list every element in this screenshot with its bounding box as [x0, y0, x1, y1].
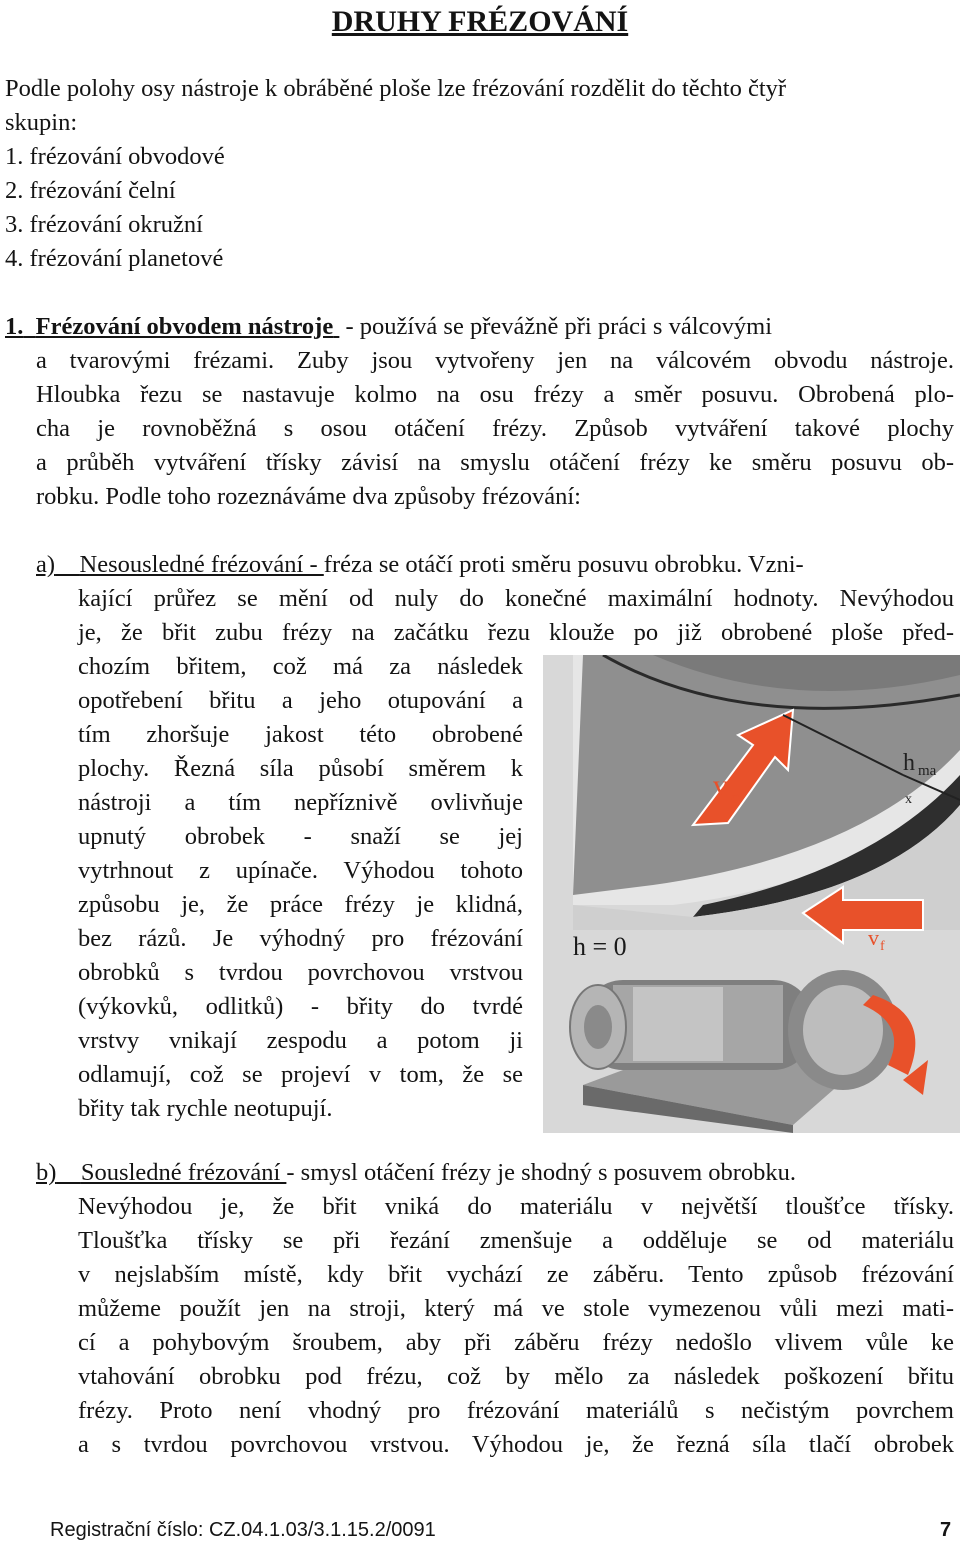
h0-label: h = 0	[573, 932, 627, 961]
paragraph-line: Tloušťka třísky se při řezání zmenšuje a odděluje se od materiálu	[78, 1227, 954, 1254]
intro-line: skupin:	[5, 109, 78, 136]
list-item: 3. frézování okružní	[5, 211, 203, 238]
paragraph-line: a tvarovými frézami. Zuby jsou vytvořeny jen na válcovém obvodu nástroje.	[36, 347, 954, 374]
page-number: 7	[940, 1519, 952, 1541]
item-marker: a) Nesousledné frézování -	[36, 551, 324, 578]
milling-diagram	[543, 655, 960, 1133]
page-title: DRUHY FRÉZOVÁNÍ	[331, 5, 629, 38]
item-b-tail: - smysl otáčení frézy je shodný s posuvem obrobku.	[286, 1159, 797, 1186]
paragraph-line: vtahování obrobku pod frézu, což by mělo za následek poškození břitu	[78, 1363, 954, 1390]
paragraph-line: cí a pohybovým šroubem, aby při záběru frézy nedošlo vlivem vůle ke	[78, 1329, 954, 1356]
paragraph-line: břity tak rychle neotupují.	[78, 1095, 333, 1122]
x-label: x	[905, 792, 912, 807]
paragraph-line: Hloubka řezu se nastavuje kolmo na osu frézy a směr posuvu. Obrobená plo-	[36, 381, 954, 408]
paragraph-line: upnutý obrobek - snaží se jej	[78, 823, 523, 850]
hmax-label: h	[903, 750, 915, 776]
section-heading: Frézování obvodem nástroje	[35, 313, 334, 340]
paragraph-line: vrstvy vnikají zespodu a potom ji	[78, 1027, 523, 1054]
vc-label: v	[713, 769, 728, 802]
paragraph-line: frézy. Proto není vhodný pro frézování materiálů s nečistým povrchem	[78, 1397, 954, 1424]
item-marker: b) Sousledné frézování	[36, 1159, 287, 1186]
paragraph-line: v nejslabším místě, kdy břit vychází ze záběru. Tento způsob frézování	[78, 1261, 954, 1288]
svg-text:f: f	[880, 939, 885, 954]
paragraph-line: kající průřez se mění od nuly do konečné maximální hodnoty. Nevýhodou	[78, 585, 954, 612]
paragraph-line: chozím břitem, což má za následek	[78, 653, 523, 680]
paragraph-line: je, že břit zubu frézy na začátku řezu klouže po již obrobené ploše před-	[78, 619, 954, 646]
paragraph-line: můžeme použít jen na stroji, který má ve stole vymezenou vůli mezi mati-	[78, 1295, 954, 1322]
list-item: 2. frézování čelní	[5, 177, 176, 204]
paragraph-line: způsobu je, že práce frézy je klidná,	[78, 891, 523, 918]
item-b-first-line	[36, 1158, 796, 1188]
section-number: 1.	[5, 313, 24, 340]
paragraph-line: odlamují, což se projeví v tom, že se	[78, 1061, 523, 1088]
paragraph-line: robku. Podle toho rozeznáváme dva způsoby frézování:	[36, 483, 581, 510]
paragraph-line: plochy. Řezná síla působí směrem k	[78, 755, 523, 782]
svg-text:c: c	[731, 787, 739, 807]
paragraph-line: cha je rovnoběžná s osou otáčení frézy. Způsob vytváření takové plochy	[36, 415, 954, 442]
paragraph-line: nástroji a tím nepříznivě ovlivňuje	[78, 789, 523, 816]
paragraph-line: (výkovků, odlitků) - břity do tvrdé	[78, 993, 523, 1020]
vf-label: v	[868, 925, 879, 950]
list-item: 1. frézování obvodové	[5, 143, 225, 170]
paragraph-line: tím zhoršuje jakost této obrobené	[78, 721, 523, 748]
paragraph-line: opotřebení břitu a jeho otupování a	[78, 687, 523, 714]
section-heading-tail: - používá se převážně při práci s válcovými	[339, 313, 773, 340]
paragraph-line: bez rázů. Je výhodný pro frézování	[78, 925, 523, 952]
item-a-first-line	[36, 550, 804, 580]
paragraph-line: vytrhnout z upínače. Výhodou tohoto	[78, 857, 523, 884]
paragraph-line: a průběh vytváření třísky závisí na smyslu otáčení frézy ke směru posuvu ob-	[36, 449, 954, 476]
svg-text:ma: ma	[918, 763, 937, 779]
milling-figure	[543, 655, 960, 1133]
paragraph-line: a s tvrdou povrchovou vrstvou. Výhodou je, že řezná síla tlačí obrobek	[78, 1431, 954, 1458]
section-heading-line	[5, 312, 772, 342]
registration-number: Registrační číslo: CZ.04.1.03/3.1.15.2/0091	[50, 1519, 436, 1541]
list-item: 4. frézování planetové	[5, 245, 224, 272]
paragraph-line: obrobků s tvrdou povrchovou vrstvou	[78, 959, 523, 986]
paragraph-line: Nevýhodou je, že břit vniká do materiálu v největší tloušťce třísky.	[78, 1193, 954, 1220]
item-a-tail: fréza se otáčí proti směru posuvu obrobku. Vzni-	[323, 551, 804, 578]
intro-line: Podle polohy osy nástroje k obráběné ploše lze frézování rozdělit do těchto čtyř	[5, 75, 787, 102]
